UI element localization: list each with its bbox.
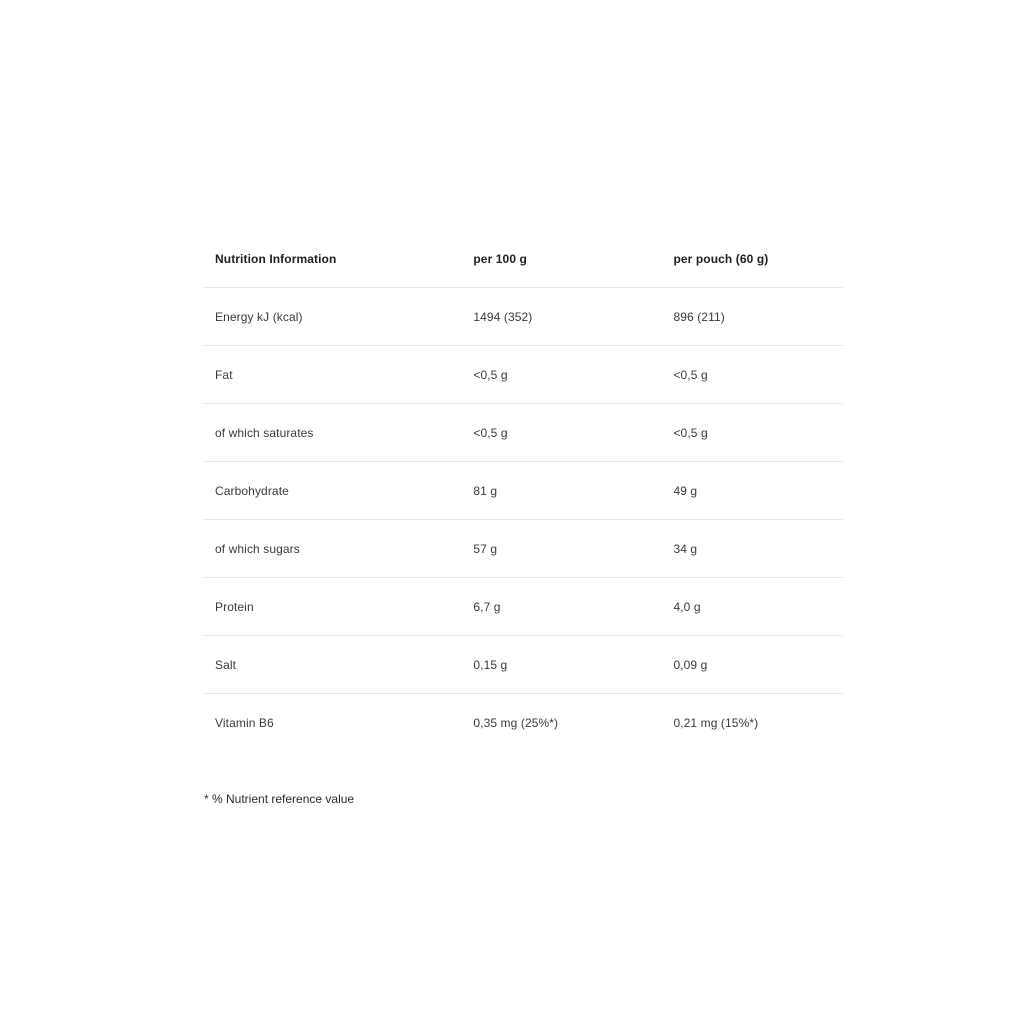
- value-per-pouch: 34 g: [661, 520, 843, 578]
- value-per-100g: 1494 (352): [461, 288, 661, 346]
- row-label: of which saturates: [203, 404, 461, 462]
- value-per-100g: <0,5 g: [461, 346, 661, 404]
- header-nutrition-information: Nutrition Information: [203, 230, 461, 288]
- row-label: Fat: [203, 346, 461, 404]
- table-header-row: [203, 230, 843, 288]
- value-per-pouch: 4,0 g: [661, 578, 843, 636]
- row-label: Vitamin B6: [215, 715, 274, 730]
- row-label: Protein: [203, 578, 461, 636]
- value-per-pouch: 49 g: [661, 462, 843, 520]
- table-row: [203, 636, 843, 694]
- value-per-100g: 81 g: [461, 462, 661, 520]
- table-row: [203, 404, 843, 462]
- nutrition-table: [203, 230, 843, 751]
- table-row: [203, 578, 843, 636]
- footnote: * % Nutrient reference value: [204, 792, 355, 806]
- table-row: [203, 346, 843, 404]
- row-label: Carbohydrate: [203, 462, 461, 520]
- header-per-100g: per 100 g: [461, 230, 661, 288]
- table-row: [203, 694, 843, 752]
- value-per-100g: 0,15 g: [461, 636, 661, 694]
- value-per-pouch: 896 (211): [661, 288, 843, 346]
- header-per-pouch: per pouch (60 g): [661, 230, 843, 288]
- value-per-pouch: <0,5 g: [661, 404, 843, 462]
- value-per-100g: 57 g: [461, 520, 661, 578]
- row-label: Salt: [203, 636, 461, 694]
- row-label: of which sugars: [203, 520, 461, 578]
- value-per-pouch: <0,5 g: [661, 346, 843, 404]
- row-label: Energy kJ (kcal): [203, 288, 461, 346]
- table-row: [203, 462, 843, 520]
- value-per-100g: 0,35 mg (25%*): [473, 715, 559, 730]
- value-per-pouch: 0,21 mg (15%*): [673, 715, 759, 730]
- table-row: [203, 288, 843, 346]
- table-row: [203, 520, 843, 578]
- value-per-pouch: 0,09 g: [661, 636, 843, 694]
- value-per-100g: <0,5 g: [461, 404, 661, 462]
- value-per-100g: 6,7 g: [461, 578, 661, 636]
